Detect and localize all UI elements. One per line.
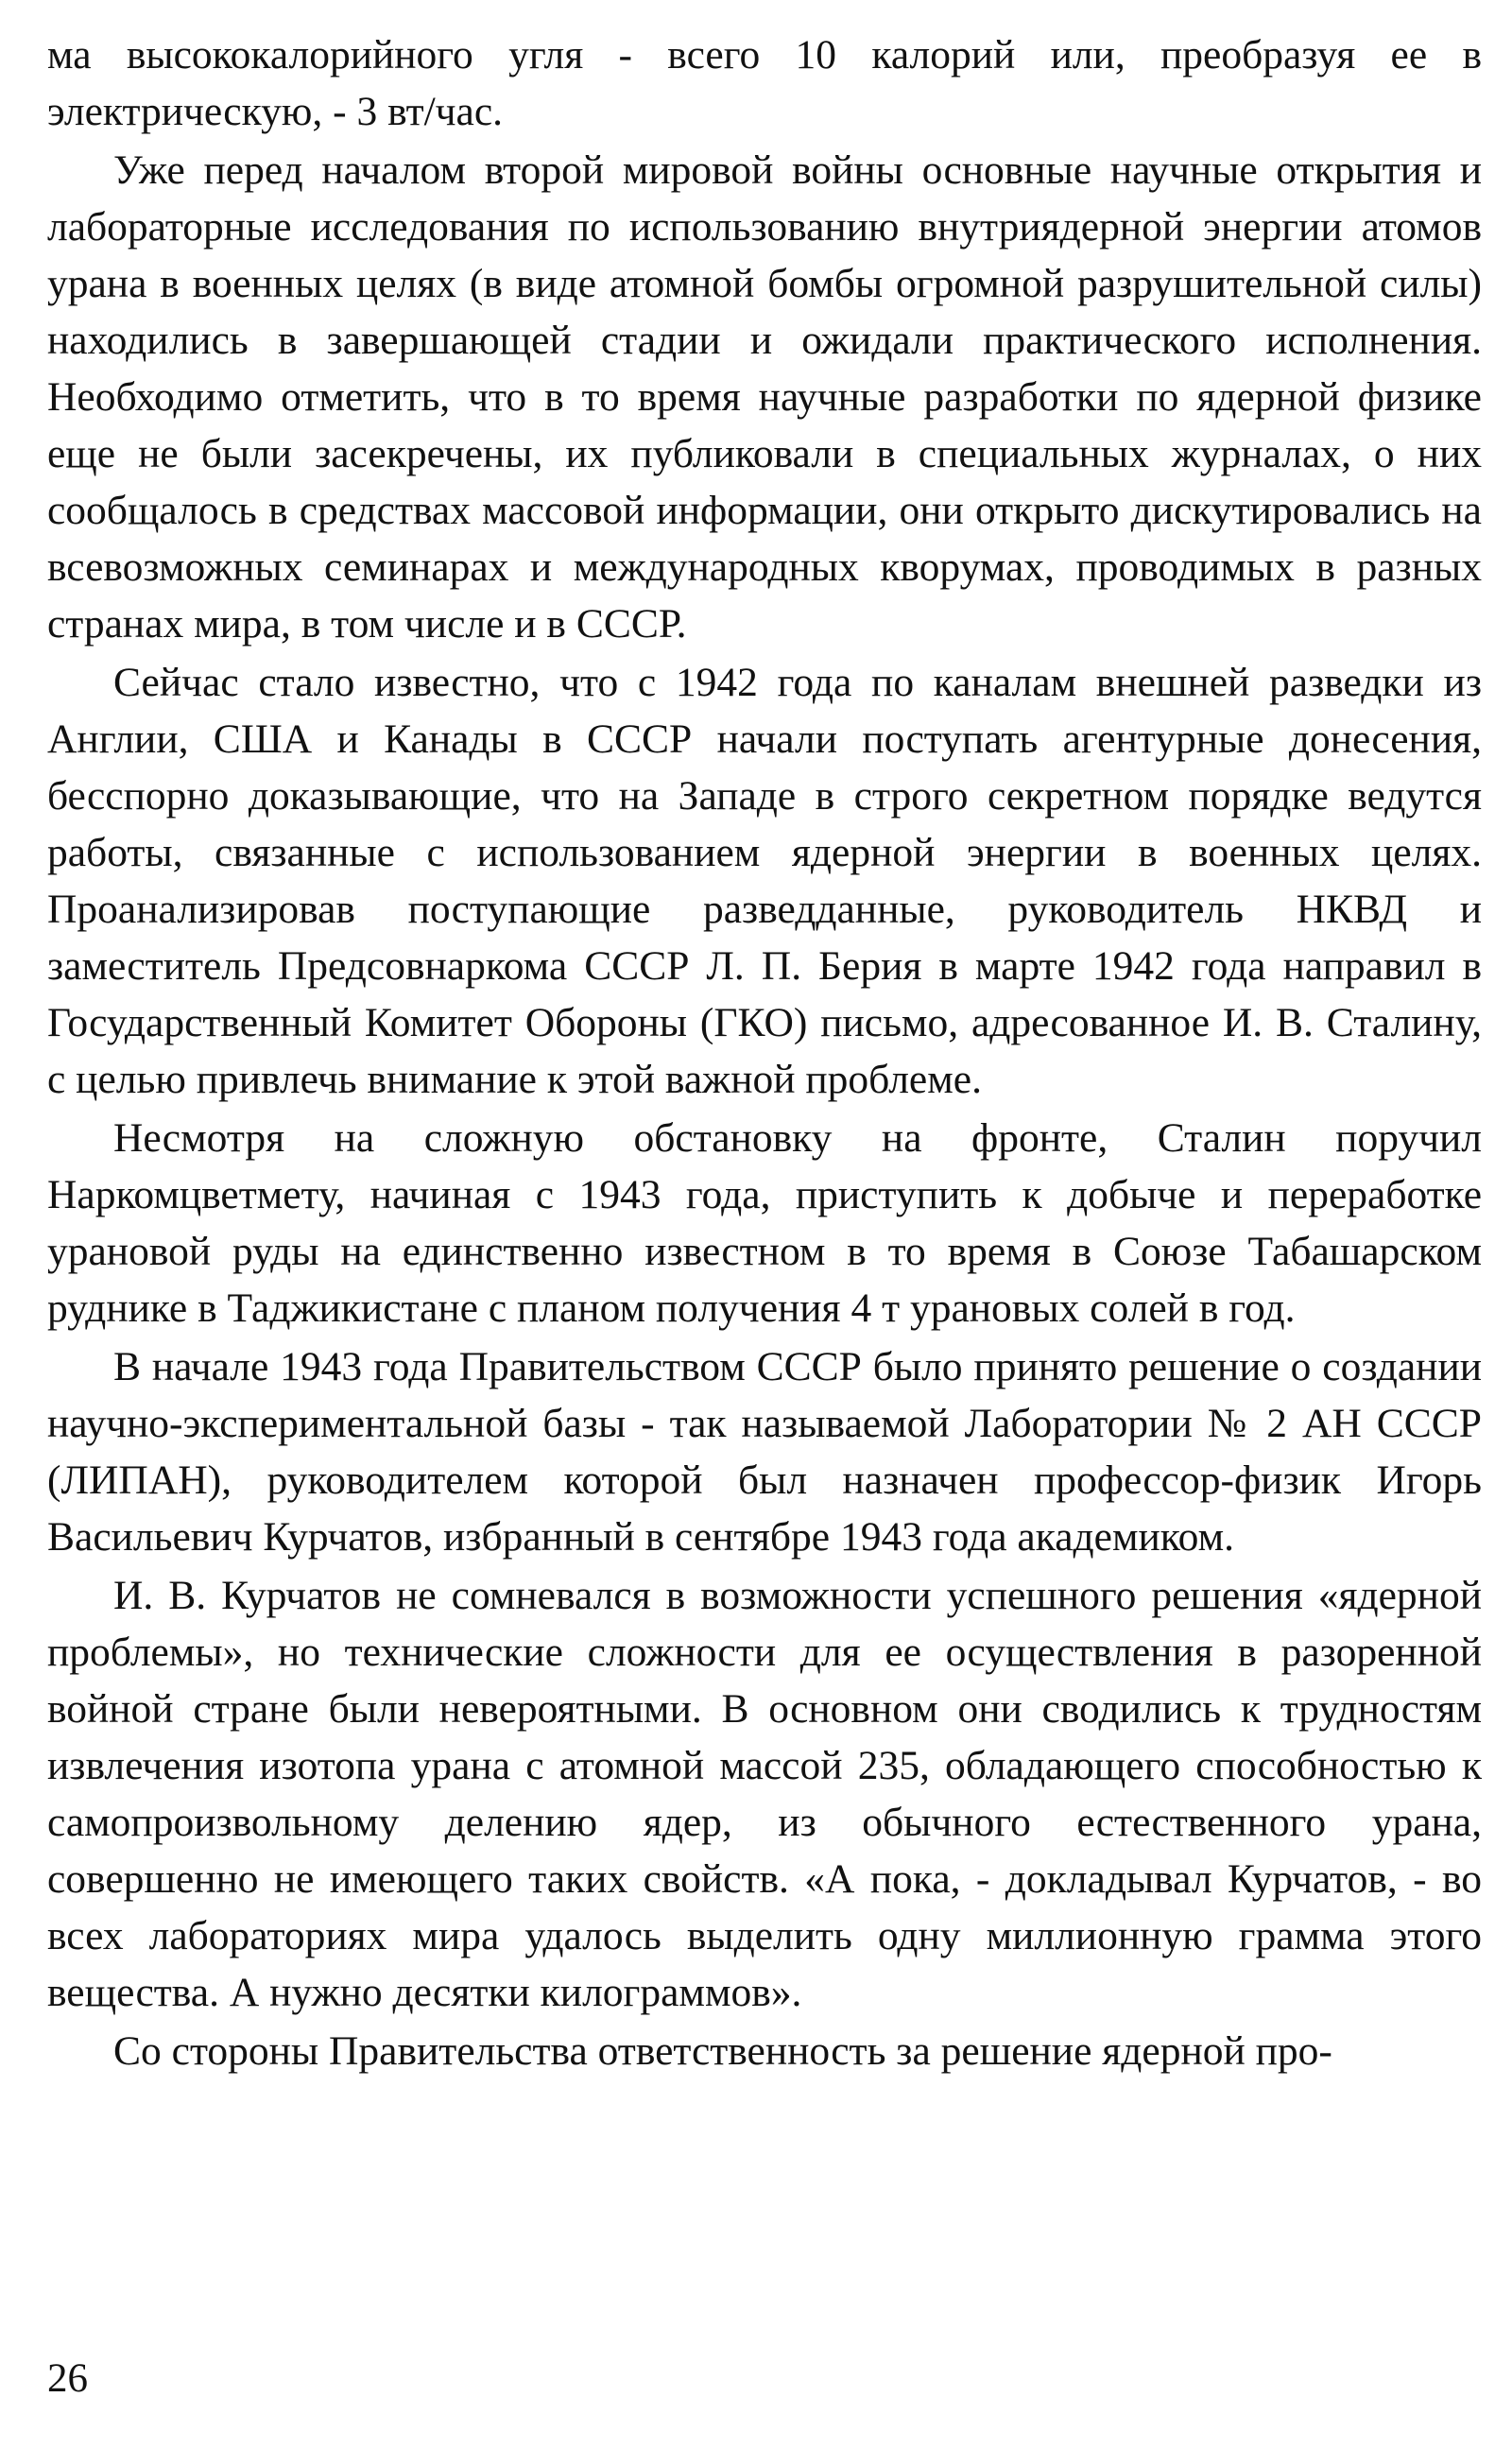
paragraph-laboratory-2: В начале 1943 года Правительством СССР было принято решение о создании научно-экспериментальной базы - так называемой Лаборатории № 2 АН СССР (ЛИПАН), руководителем которой был назначен профессор-физик Игорь Васильевич Курчатов, избранный в сентябре 1943 года академиком. — [47, 1344, 1482, 1560]
paragraph-uranium-mining: Несмотря на сложную обстановку на фронте, Сталин поручил Наркомцветмету, начиная с 1943 года, приступить к добыче и переработке урановой руды на единственно известном в то время в Союзе Табашарском руднике в Таджикистане с планом получения 4 т урановых солей в год. — [47, 1115, 1482, 1331]
paragraph-continuation: ма высококалорийного угля - всего 10 калорий или, преобразуя ее в электрическую, - 3 вт/час. — [47, 32, 1482, 134]
paragraph-intelligence-reports: Сейчас стало известно, что с 1942 года по каналам внешней разведки из Англии, США и Канады в СССР начали поступать агентурные донесения, бесспорно доказывающие, что на Западе в строго секретном порядке ведутся работы, связанные с использованием ядерной энергии в военных целях. Проанализировав поступающие разведданные, руководитель НКВД и заместитель Предсовнаркома СССР Л. П. Берия в марте 1942 года направил в Государственный Комитет Обороны (ГКО) письмо, адресованное И. В. Сталину, с целью привлечь внимание к этой важной проблеме. — [47, 660, 1482, 1102]
page-number: 26 — [47, 2356, 88, 2401]
paragraph-government-responsibility: Со стороны Правительства ответственность за решение ядерной про- — [113, 2028, 1332, 2074]
paragraph-prewar-research: Уже перед началом второй мировой войны основные научные открытия и лабораторные исследования по использованию внутриядерной энергии атомов урана в военных целях (в виде атомной бомбы огромной разрушительной силы) находились в завершающей стадии и ожидали практического исполнения. Необходимо отметить, что в то время научные разработки по ядерной физике еще не были засекречены, их публиковали в специальных журналах, о них сообщалось в средствах массовой информации, они открыто дискутировались на всевозможных семинарах и международных кворумах, проводимых в разных странах мира, в том числе и в СССР. — [47, 147, 1482, 647]
book-page — [47, 26, 1482, 2418]
paragraph-kurchatov: И. В. Курчатов не сомневался в возможности успешного решения «ядерной проблемы», но технические сложности для ее осуществления в разоренной войной стране были невероятными. В основном они сводились к трудностям извлечения изотопа урана с атомной массой 235, обладающего способностью к самопроизвольному делению ядер, из обычного естественного урана, совершенно не имеющего таких свойств. «А пока, - докладывал Курчатов, - во всех лабораториях мира удалось выделить одну миллионную грамма этого вещества. А нужно десятки килограммов». — [47, 1573, 1482, 2015]
